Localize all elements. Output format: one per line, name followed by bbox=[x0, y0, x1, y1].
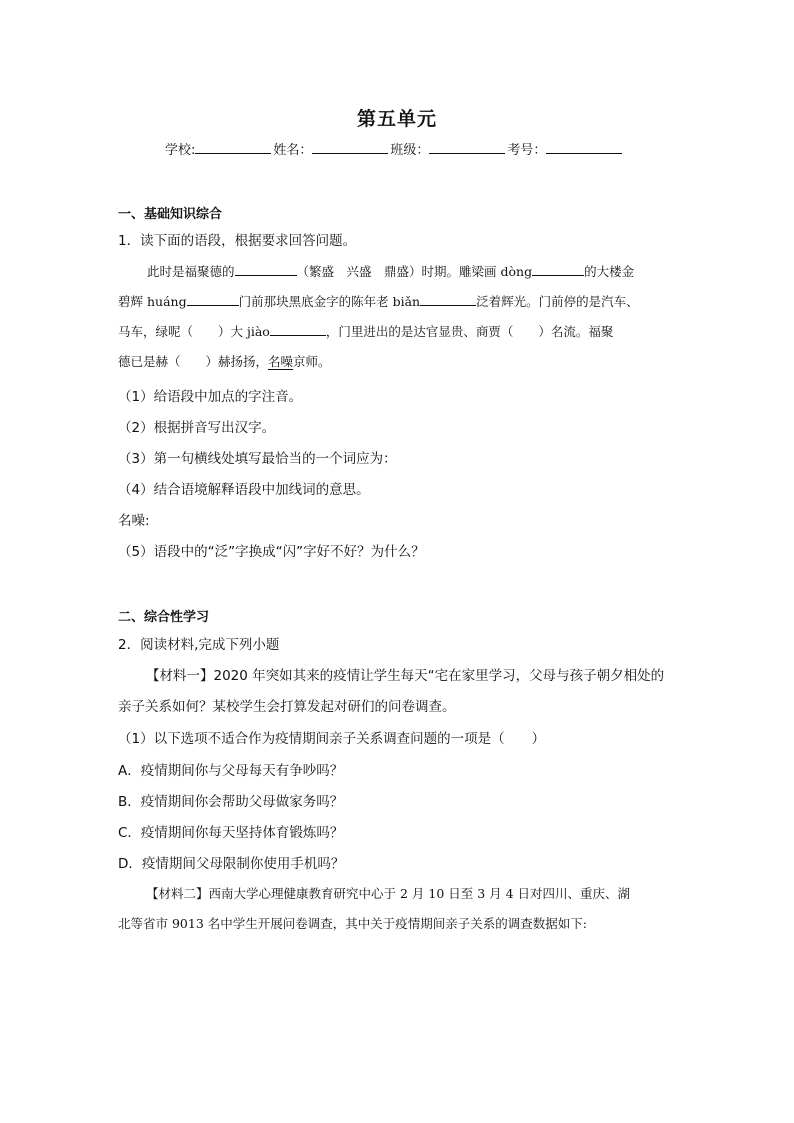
sub-question: （1）给语段中加点的字注音。 bbox=[118, 389, 303, 405]
passage-text: 泛着辉光。门前停的是汽车、 bbox=[476, 294, 639, 309]
passage-line bbox=[147, 262, 634, 280]
underlined-word: 名噪 bbox=[268, 354, 294, 369]
number-label: 考号： bbox=[507, 143, 547, 158]
sub-question: （1）以下选项不适合作为疫情期间亲子关系调查问题的一项是（ ） bbox=[118, 731, 546, 747]
option-c: C．疫情期间你每天坚持体育锻炼吗？ bbox=[118, 825, 344, 841]
school-blank[interactable] bbox=[195, 139, 271, 154]
passage-text: 德已是赫（ ）赫扬扬， bbox=[118, 354, 269, 369]
answer-blank[interactable] bbox=[420, 293, 476, 306]
passage-text: 此时是福聚德的 bbox=[147, 264, 235, 279]
passage-text: ，门里进出的是达官显贵、商贾（ ）名流。福聚 bbox=[325, 324, 614, 339]
material-text: 【材料二】西南大学心理健康教育研究中心于 2 月 10 日至 3 月 4 日对四川、重庆、湖 bbox=[146, 886, 631, 901]
material-text: 【材料一】2020 年突如其来的疫情让学生每天“宅在家里学习，父母与孩子朝夕相处的 bbox=[146, 668, 665, 684]
sub-question: （2）根据拼音写出汉字。 bbox=[118, 420, 276, 436]
page-title: 第五单元 bbox=[356, 108, 437, 130]
material-text: 亲子关系如何？某校学生会打算发起对研们的问卷调查。 bbox=[118, 699, 456, 715]
answer-blank[interactable] bbox=[187, 293, 239, 306]
option-d: D．疫情期间父母限制你使用手机吗？ bbox=[118, 856, 345, 872]
school-label: 学校: bbox=[165, 143, 196, 158]
option-a: A．疫情期间你与父母每天有争吵吗？ bbox=[118, 763, 344, 779]
name-label: 姓名： bbox=[273, 143, 313, 158]
material-text: 北等省市 9013 名中学生开展问卷调查，其中关于疫情期间亲子关系的调查数据如下: bbox=[118, 916, 587, 931]
sub-question: （4）结合语境解释语段中加线词的意思。 bbox=[118, 482, 370, 498]
option-b: B．疫情期间你会帮助父母做家务吗？ bbox=[118, 794, 344, 810]
passage-text: 碧辉 huáng bbox=[118, 294, 187, 309]
passage-text: 门前那块黑底金字的陈年老 biǎn bbox=[238, 294, 421, 309]
number-blank[interactable] bbox=[546, 139, 622, 154]
passage-text: （繁盛 兴盛 鼎盛）时期。雕梁画 dòng bbox=[296, 264, 533, 279]
student-info-row bbox=[165, 139, 624, 158]
sub-question: （3）第一句横线处填写最恰当的一个词应为： bbox=[118, 451, 397, 467]
sub-question: 名噪: bbox=[118, 513, 150, 529]
answer-blank[interactable] bbox=[532, 263, 584, 276]
passage-line bbox=[118, 352, 331, 370]
answer-blank[interactable] bbox=[235, 263, 297, 276]
answer-blank[interactable] bbox=[270, 323, 326, 336]
class-label: 班级： bbox=[390, 143, 430, 158]
sub-question: （5）语段中的“泛”字换成“闪”字好不好？为什么？ bbox=[118, 544, 425, 560]
section-heading: 二、综合性学习 bbox=[118, 610, 210, 625]
section-heading: 一、基础知识综合 bbox=[118, 207, 223, 222]
question-stem: 1．读下面的语段，根据要求回答问题。 bbox=[118, 233, 357, 249]
passage-line bbox=[118, 322, 613, 340]
passage-text: 京师。 bbox=[293, 354, 331, 369]
passage-line bbox=[118, 292, 639, 310]
question-stem: 2．阅读材料,完成下列小题 bbox=[118, 637, 280, 653]
class-blank[interactable] bbox=[429, 139, 505, 154]
name-blank[interactable] bbox=[312, 139, 388, 154]
passage-text: 的大楼金 bbox=[584, 264, 635, 279]
passage-text: 马车，绿呢（ ）大 jiào bbox=[118, 324, 270, 339]
